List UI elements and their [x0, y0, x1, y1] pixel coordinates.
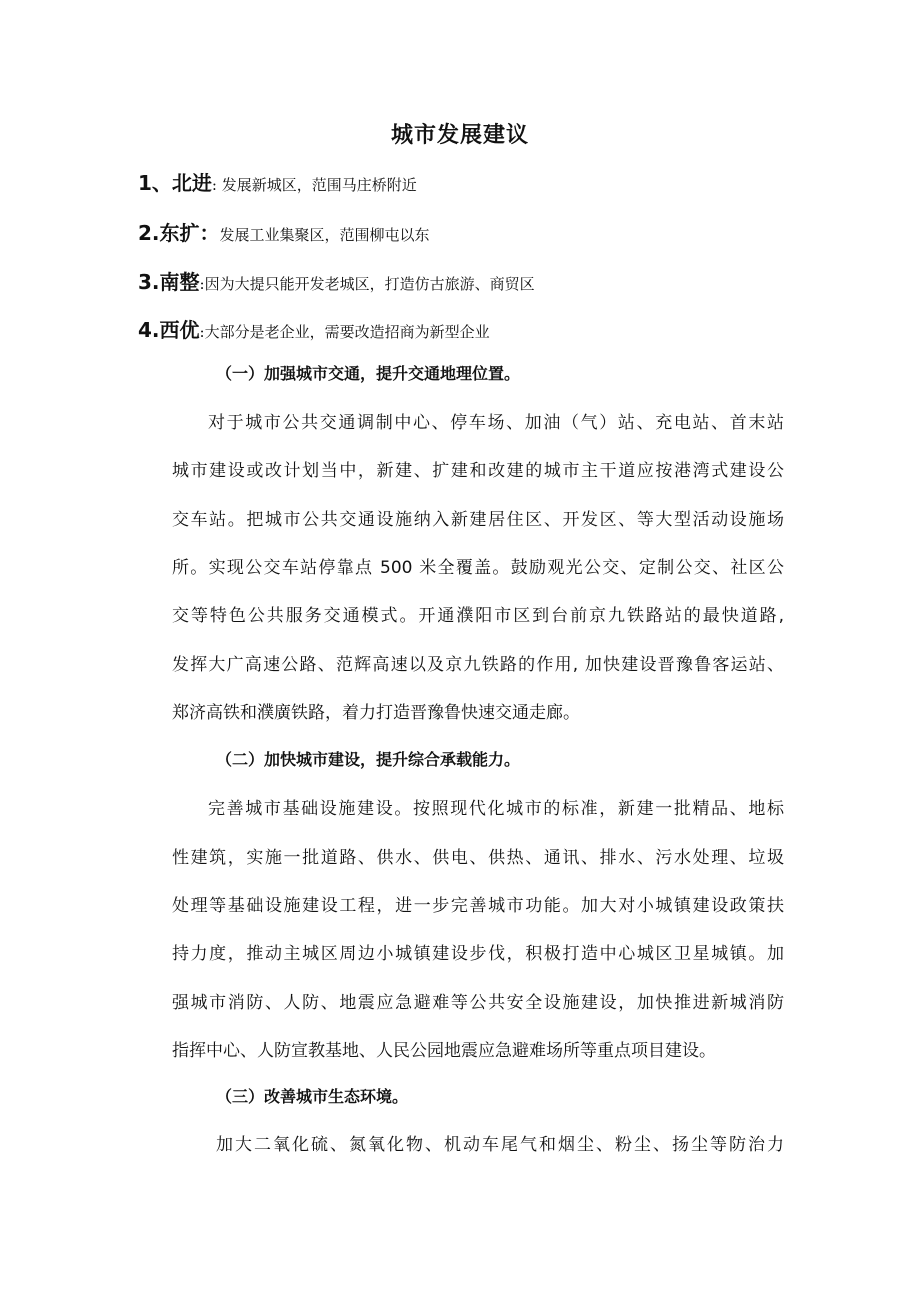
paragraph-line: 持力度，推动主城区周边小城镇建设步伐，积极打造中心城区卫星城镇。加	[172, 944, 784, 964]
paragraph-line: 性建筑，实施一批道路、供水、供电、供热、通讯、排水、污水处理、垃圾	[172, 848, 784, 868]
direction-text: 发展新城区，范围马庄桥附近	[216, 176, 417, 194]
direction-item-east	[138, 218, 838, 250]
section-heading: （三）改善城市生态环境。	[216, 1087, 409, 1106]
direction-heading: 2.东扩	[138, 221, 200, 245]
paragraph-line: 对于城市公共交通调制中心、停车场、加油（气）站、充电站、首末站	[208, 413, 784, 433]
direction-item-north	[138, 168, 838, 200]
direction-heading: 1、北进	[138, 171, 212, 195]
direction-text: 发展工业集聚区，范围柳屯以东	[219, 226, 430, 244]
section-heading: （二）加快城市建设，提升综合承载能力。	[216, 750, 521, 769]
paragraph-line: 所。实现公交车站停靠点 500 米全覆盖。鼓励观光公交、定制公交、社区公	[172, 558, 784, 578]
direction-text: 因为大提只能开发老城区，打造仿古旅游、商贸区	[204, 275, 535, 293]
document-title: 城市发展建议	[390, 123, 529, 148]
direction-separator: :	[211, 176, 217, 194]
direction-item-west	[138, 315, 838, 347]
paragraph-line: 交等特色公共服务交通模式。开通濮阳市区到台前京九铁路站的最快道路,	[172, 606, 784, 626]
direction-separator: :	[199, 275, 205, 293]
direction-heading: 4.西优	[138, 318, 200, 342]
direction-heading: 3.南整	[138, 270, 200, 294]
direction-separator: :	[199, 323, 205, 341]
paragraph-line: 发挥大广高速公路、范辉高速以及京九铁路的作用, 加快建设晋豫鲁客运站、	[172, 655, 784, 675]
paragraph-line: 城市建设或改计划当中，新建、扩建和改建的城市主干道应按港湾式建设公	[172, 461, 784, 481]
paragraph-line: 指挥中心、人防宣教基地、人民公园地震应急避难场所等重点项目建设。	[172, 1041, 716, 1061]
paragraph-line: 郑济高铁和濮廣铁路，着力打造晋豫鲁快速交通走廊。	[172, 703, 580, 723]
paragraph-line: 交车站。把城市公共交通设施纳入新建居住区、开发区、等大型活动设施场	[172, 510, 784, 530]
direction-separator: ：	[199, 221, 220, 245]
paragraph-line: 强城市消防、人防、地震应急避难等公共安全设施建设，加快推进新城消防	[172, 993, 784, 1013]
direction-item-south	[138, 267, 838, 299]
paragraph-line: 处理等基础设施建设工程，进一步完善城市功能。加大对小城镇建设政策扶	[172, 896, 784, 916]
section-heading: （一）加强城市交通，提升交通地理位置。	[216, 364, 521, 383]
paragraph-line: 加大二氧化硫、氮氧化物、机动车尾气和烟尘、粉尘、扬尘等防治力	[216, 1135, 784, 1155]
direction-text: 大部分是老企业，需要改造招商为新型企业	[204, 323, 490, 341]
paragraph-line: 完善城市基础设施建设。按照现代化城市的标准，新建一批精品、地标	[208, 799, 784, 819]
